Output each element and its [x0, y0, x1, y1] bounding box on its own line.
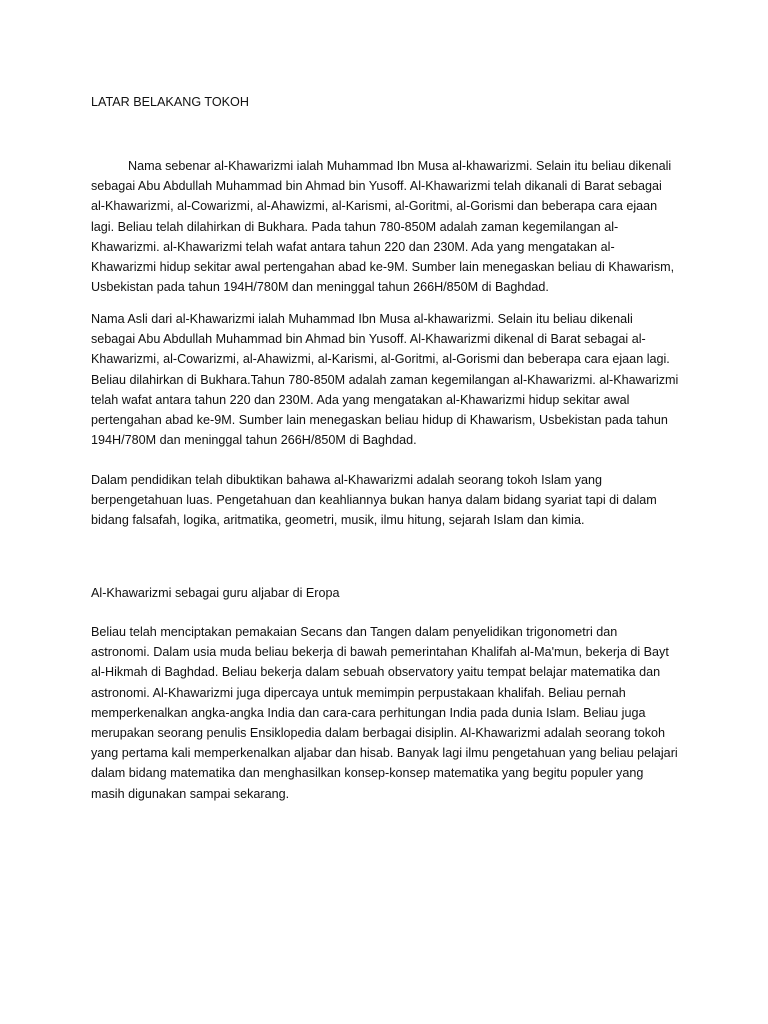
paragraph-line: Khawarizmi, al-Cowarizmi, al-Ahawizmi, al-Karismi, al-Goritmi, al-Gorismi dan beberapa cara ejaan lagi.: [91, 352, 670, 367]
paragraph-line: sebagai Abu Abdullah Muhammad bin Ahmad bin Yusoff. Al-Khawarizmi dikenal di Barat sebagai al-: [91, 332, 646, 347]
paragraph-line: astronomi. Dalam usia muda beliau bekerja di bawah pemerintahan Khalifah al-Ma'mun, bekerja di Bayt: [91, 645, 669, 660]
paragraph-line: 194H/780M dan meninggal tahun 266H/850M di Baghdad.: [91, 433, 417, 448]
paragraph-line: memperkenalkan angka-angka India dan cara-cara perhitungan India pada dunia Islam. Beliau juga: [91, 705, 646, 720]
paragraph-line: Beliau dilahirkan di Bukhara.Tahun 780-850M adalah zaman kegemilangan al-Khawarizmi. al-Khawarizmi: [91, 372, 679, 387]
heading-section-aljabar: Al-Khawarizmi sebagai guru aljabar di Eropa: [91, 586, 340, 600]
paragraph-3: [91, 470, 683, 531]
paragraph-2: [91, 309, 683, 450]
paragraph-line: lagi. Beliau telah dilahirkan di Bukhara. Pada tahun 780-850M adalah zaman kegemilangan al-: [91, 219, 619, 234]
paragraph-line: bidang falsafah, logika, aritmatika, geometri, musik, ilmu hitung, sejarah Islam dan kimia.: [91, 513, 585, 528]
paragraph-line: al-Hikmah di Baghdad. Beliau bekerja dalam sebuah observatory yaitu tempat belajar matematika dan: [91, 665, 661, 680]
paragraph-line: Beliau telah menciptakan pemakaian Secans dan Tangen dalam penyelidikan trigonometri dan: [91, 625, 618, 639]
paragraph-line: berpengetahuan luas. Pengetahuan dan keahliannya bukan hanya dalam bidang syariat tapi di dalam: [91, 493, 657, 508]
paragraph-line: merupakan seorang penulis Ensiklopedia dalam berbagai disiplin. Al-Khawarizmi adalah seorang tokoh: [91, 726, 666, 741]
paragraph-line: Usbekistan pada tahun 194H/780M dan meninggal tahun 266H/850M di Baghdad.: [91, 280, 549, 295]
paragraph-line: Khawarizmi hidup sekitar awal pertengahan abad ke-9M. Sumber lain menegaskan beliau di Khawarism,: [91, 260, 675, 275]
paragraph-1: [91, 156, 683, 297]
paragraph-line: yang pertama kali memperkenalkan aljabar dan hisab. Banyak lagi ilmu pengetahuan yang beliau pelajari: [91, 746, 678, 761]
paragraph-line: pertengahan abad ke-9M. Sumber lain menegaskan beliau hidup di Khawarism, Usbekistan pada tahun: [91, 413, 668, 428]
paragraph-line: astronomi. Al-Khawarizmi juga dipercaya untuk memimpin perpustakaan khalifah. Beliau pernah: [91, 685, 626, 700]
paragraph-line: sebagai Abu Abdullah Muhammad bin Ahmad bin Yusoff. Al-Khawarizmi telah dikanali di Barat sebagai: [91, 179, 662, 194]
paragraph-line: dalam bidang matematika dan menghasilkan konsep-konsep matematika yang begitu populer yang: [91, 766, 644, 781]
paragraph-line: Nama sebenar al-Khawarizmi ialah Muhammad Ibn Musa al-khawarizmi. Selain itu beliau dikenali: [128, 159, 672, 173]
paragraph-line: Nama Asli dari al-Khawarizmi ialah Muhammad Ibn Musa al-khawarizmi. Selain itu beliau dikenali: [91, 312, 633, 326]
paragraph-line: al-Khawarizmi, al-Cowarizmi, al-Ahawizmi, al-Karismi, al-Goritmi, al-Gorismi dan beberapa cara ejaan: [91, 199, 658, 214]
paragraph-section: [91, 622, 683, 804]
paragraph-line: telah wafat antara tahun 220 dan 230M. Ada yang mengatakan al-Khawarizmi hidup sekitar awal: [91, 392, 630, 407]
paragraph-line: Dalam pendidikan telah dibuktikan bahawa al-Khawarizmi adalah seorang tokoh Islam yang: [91, 473, 603, 487]
paragraph-line: masih digunakan sampai sekarang.: [91, 786, 290, 801]
paragraph-line: Khawarizmi. al-Khawarizmi telah wafat antara tahun 220 dan 230M. Ada yang mengatakan al-: [91, 239, 615, 254]
heading-latar-belakang: LATAR BELAKANG TOKOH: [91, 95, 249, 109]
